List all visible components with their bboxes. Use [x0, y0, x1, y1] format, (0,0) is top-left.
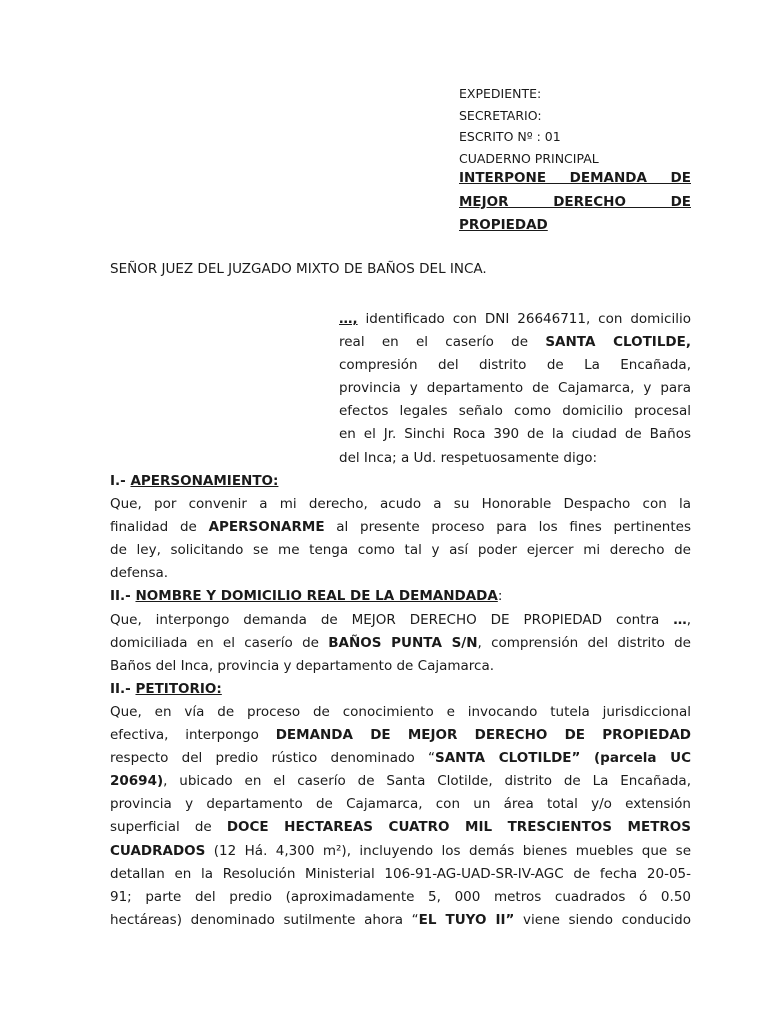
party-line: provincia y departamento de Cajamarca, y para: [339, 380, 691, 397]
text: viene siendo conducido: [514, 911, 691, 928]
text: :: [497, 588, 503, 605]
paragraph-line: [110, 516, 691, 539]
escrito-label: ESCRITO Nº : 01: [459, 129, 561, 144]
paragraph-line: Que, en vía de proceso de conocimiento e invocando tutela jurisdiccional: [110, 703, 691, 720]
text: , ubicado en el caserío de Santa Clotilde, distrito de La Encañada,: [163, 773, 691, 790]
paragraph-line: provincia y departamento de Cajamarca, con un área total y/o extensión: [110, 796, 691, 813]
text: , comprensión del distrito de: [477, 634, 691, 651]
party-identification: [339, 308, 691, 470]
paragraph-line: [110, 909, 691, 932]
paragraph-line: detallan en la Resolución Ministerial 106-91-AG-UAD-SR-IV-AGC de fecha 20-05-: [110, 865, 691, 882]
title-line-1: INTERPONE DEMANDA DE: [459, 170, 691, 186]
section-number: II.-: [110, 588, 136, 605]
emphasis: DEMANDA DE MEJOR DERECHO DE PROPIEDAD: [275, 727, 691, 744]
emphasis: DOCE HECTAREAS CUATRO MIL TRESCIENTOS METROS: [226, 819, 691, 836]
secretario-label: SECRETARIO:: [459, 107, 542, 123]
section-heading: [110, 585, 691, 608]
emphasis: APERSONARME: [208, 519, 325, 536]
emphasis: EL TUYO II”: [418, 911, 515, 928]
section-title: NOMBRE Y DOMICILIO REAL DE LA DEMANDADA: [135, 588, 498, 605]
defendant-placeholder: …: [673, 611, 687, 628]
section-number: II.-: [110, 680, 136, 697]
expediente-label: EXPEDIENTE:: [459, 86, 542, 101]
paragraph-line: defensa.: [110, 565, 169, 582]
section-number: I.-: [110, 473, 131, 489]
paragraph-line: [110, 609, 691, 632]
party-line: [339, 331, 691, 354]
paragraph-line: [110, 724, 691, 747]
emphasis: SANTA CLOTILDE” (parcela UC: [435, 750, 691, 767]
party-line: efectos legales señalo como domicilio procesal: [339, 403, 691, 420]
text: Que, interpongo demanda de MEJOR DERECHO DE PROPIEDAD contra: [110, 611, 674, 628]
paragraph-line: de ley, solicitando se me tenga como tal y así poder ejercer mi derecho de: [110, 542, 691, 559]
emphasis: 20694): [110, 773, 164, 790]
title-line-2: MEJOR DERECHO DE: [459, 193, 691, 210]
party-line: [339, 308, 691, 331]
paragraph-line: [110, 632, 691, 655]
text: hectáreas) denominado sutilmente ahora “: [110, 911, 419, 928]
party-text: real en el caserío de: [339, 334, 546, 351]
text: ,: [686, 611, 691, 628]
paragraph-line: Baños del Inca, provincia y departamento de Cajamarca.: [110, 657, 495, 674]
document-body: [110, 470, 691, 932]
section-heading: [110, 470, 691, 493]
document-title: [459, 167, 691, 238]
party-place: SANTA CLOTILDE,: [545, 334, 691, 351]
text: finalidad de: [110, 519, 209, 536]
paragraph-line: [110, 770, 691, 793]
party-text: identificado con DNI 26646711, con domicilio: [357, 311, 691, 327]
text: al presente proceso para los fines pertinentes: [324, 519, 692, 536]
party-line: compresión del distrito de La Encañada,: [339, 357, 691, 374]
cuaderno-label: CUADERNO PRINCIPAL: [459, 150, 599, 166]
paragraph-line: [110, 816, 691, 839]
section-title: PETITORIO:: [135, 680, 222, 697]
title-line-3: PROPIEDAD: [459, 217, 548, 233]
paragraph-line: [110, 747, 691, 770]
party-line: en el Jr. Sinchi Roca 390 de la ciudad de Baños: [339, 426, 691, 443]
text: superficial de: [110, 819, 227, 836]
case-header: [459, 83, 691, 169]
text: (12 Há. 4,300 m²), incluyendo los demás bienes muebles que se: [205, 842, 691, 859]
section-heading: [110, 678, 691, 701]
paragraph-line: 91; parte del predio (aproximadamente 5, 000 metros cuadrados ó 0.50: [110, 888, 691, 905]
text: efectiva, interpongo: [110, 727, 276, 744]
text: respecto del predio rústico denominado “: [110, 750, 436, 767]
section-title: APERSONAMIENTO:: [130, 473, 279, 489]
text: domiciliada en el caserío de: [110, 634, 329, 651]
party-name-placeholder: …,: [339, 311, 358, 327]
paragraph-line: Que, por convenir a mi derecho, acudo a su Honorable Despacho con la: [110, 496, 691, 513]
addressee: SEÑOR JUEZ DEL JUZGADO MIXTO DE BAÑOS DEL INCA.: [110, 261, 487, 277]
paragraph-line: [110, 840, 691, 863]
party-line: del Inca; a Ud. respetuosamente digo:: [339, 449, 598, 466]
emphasis: BAÑOS PUNTA S/N: [328, 634, 478, 651]
emphasis: CUADRADOS: [110, 842, 206, 859]
